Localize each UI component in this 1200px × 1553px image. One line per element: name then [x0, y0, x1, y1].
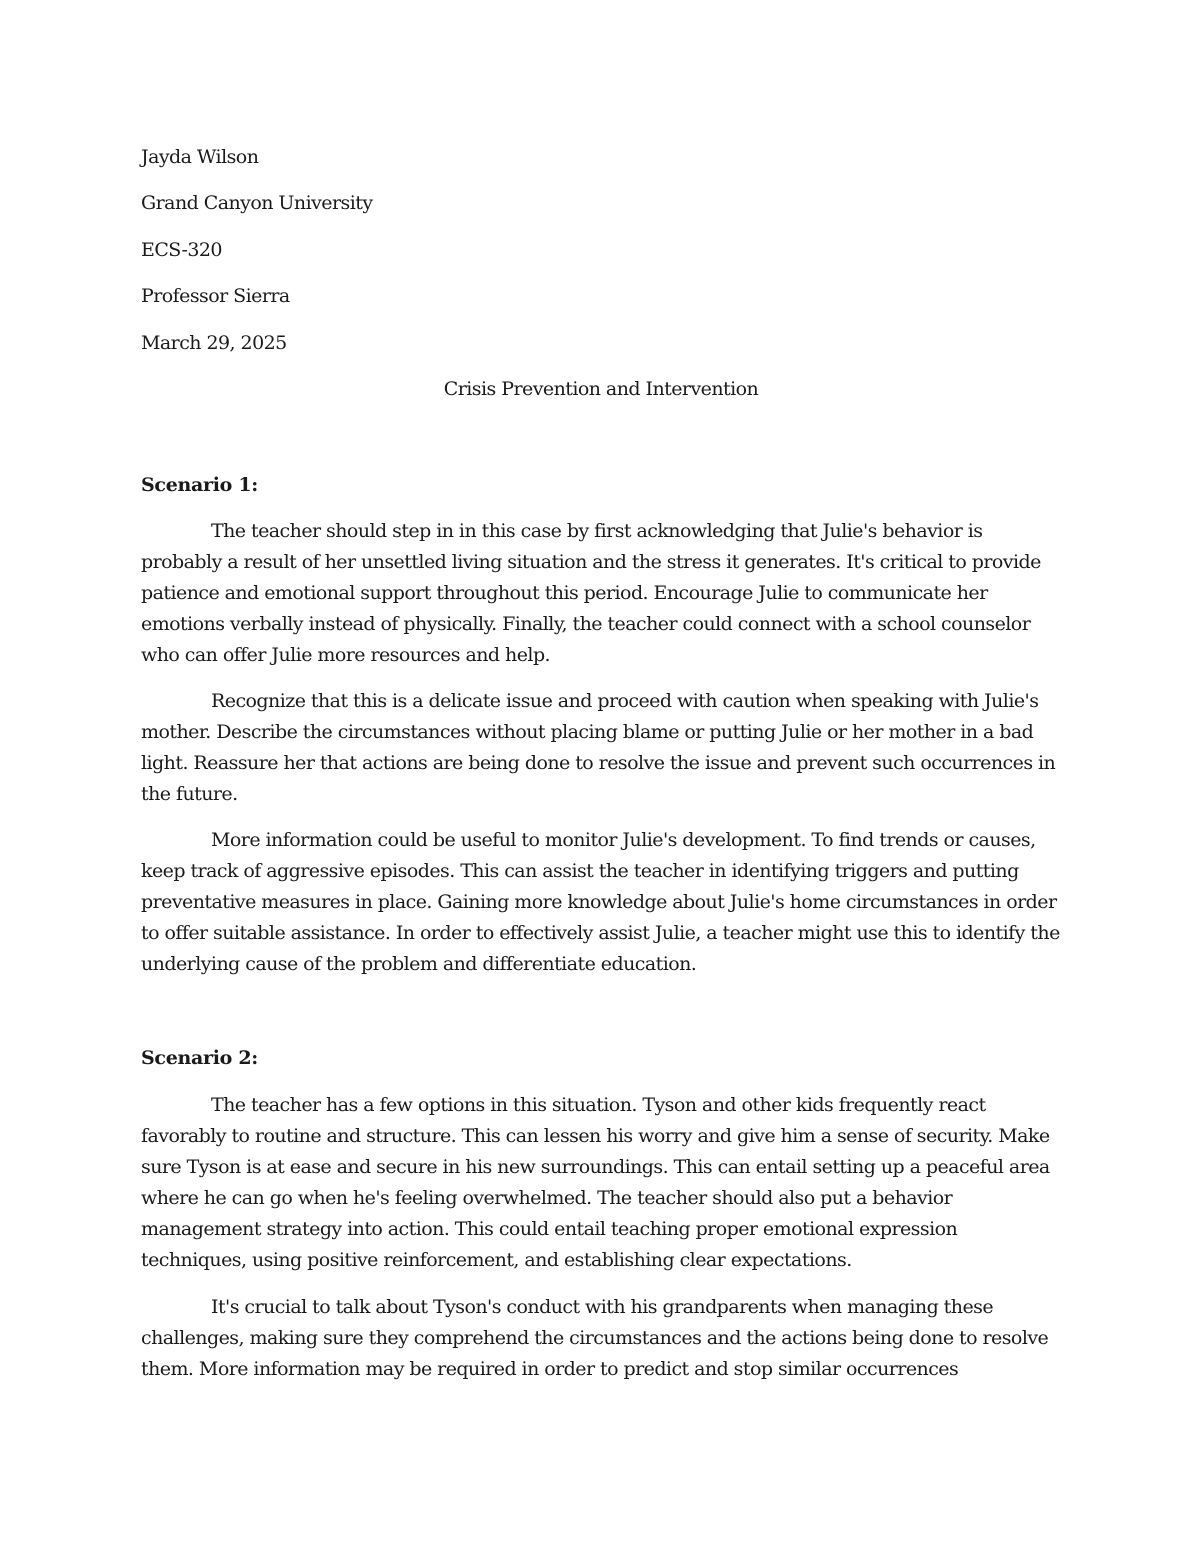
professor-name: Professor Sierra: [141, 285, 290, 307]
scenario-1-heading: Scenario 1:: [141, 474, 258, 496]
scenario-1-paragraph-1: The teacher should step in in this case by first acknowledging that Julie's behavior is probably a result of her unsettled living situation and the stress it generates. It's critical to provide patience and emotional support throughout this period. Encourage Julie to communicate her emotions verbally instead of physically. Finally, the teacher could connect with a school counselor who can offer Julie more resources and help.: [141, 520, 1041, 666]
document-title: Crisis Prevention and Intervention: [443, 378, 759, 400]
scenario-1-paragraph-3: More information could be useful to monitor Julie's development. To find trends or causes, keep track of aggressive episodes. This can assist the teacher in identifying triggers and putting preventative measures in place. Gaining more knowledge about Julie's home circumstances in order to offer suitable assistance. In order to effectively assist Julie, a teacher might use this to identify the underlying cause of the problem and differentiate education.: [141, 829, 1060, 975]
submission-date: March 29, 2025: [141, 332, 287, 354]
scenario-2-paragraph-2: It's crucial to talk about Tyson's conduct with his grandparents when managing these challenges, making sure they comprehend the circumstances and the actions being done to resolve them. More information may be required in order to predict and stop similar occurrences: [141, 1296, 1049, 1380]
scenario-1-paragraph-2: Recognize that this is a delicate issue and proceed with caution when speaking with Julie's mother. Describe the circumstances without placing blame or putting Julie or her mother in a bad light. Reassure her that actions are being done to resolve the issue and prevent such occurrences in the future.: [141, 690, 1056, 805]
institution-name: Grand Canyon University: [141, 192, 373, 214]
course-code: ECS-320: [141, 239, 222, 261]
author-name: Jayda Wilson: [141, 146, 259, 168]
scenario-2-heading: Scenario 2:: [141, 1047, 258, 1069]
scenario-2-paragraph-1: The teacher has a few options in this situation. Tyson and other kids frequently react favorably to routine and structure. This can lessen his worry and give him a sense of security. Make sure Tyson is at ease and secure in his new surroundings. This can entail setting up a peaceful area where he can go when he's feeling overwhelmed. The teacher should also put a behavior management strategy into action. This could entail teaching proper emotional expression techniques, using positive reinforcement, and establishing clear expectations.: [141, 1094, 1050, 1271]
